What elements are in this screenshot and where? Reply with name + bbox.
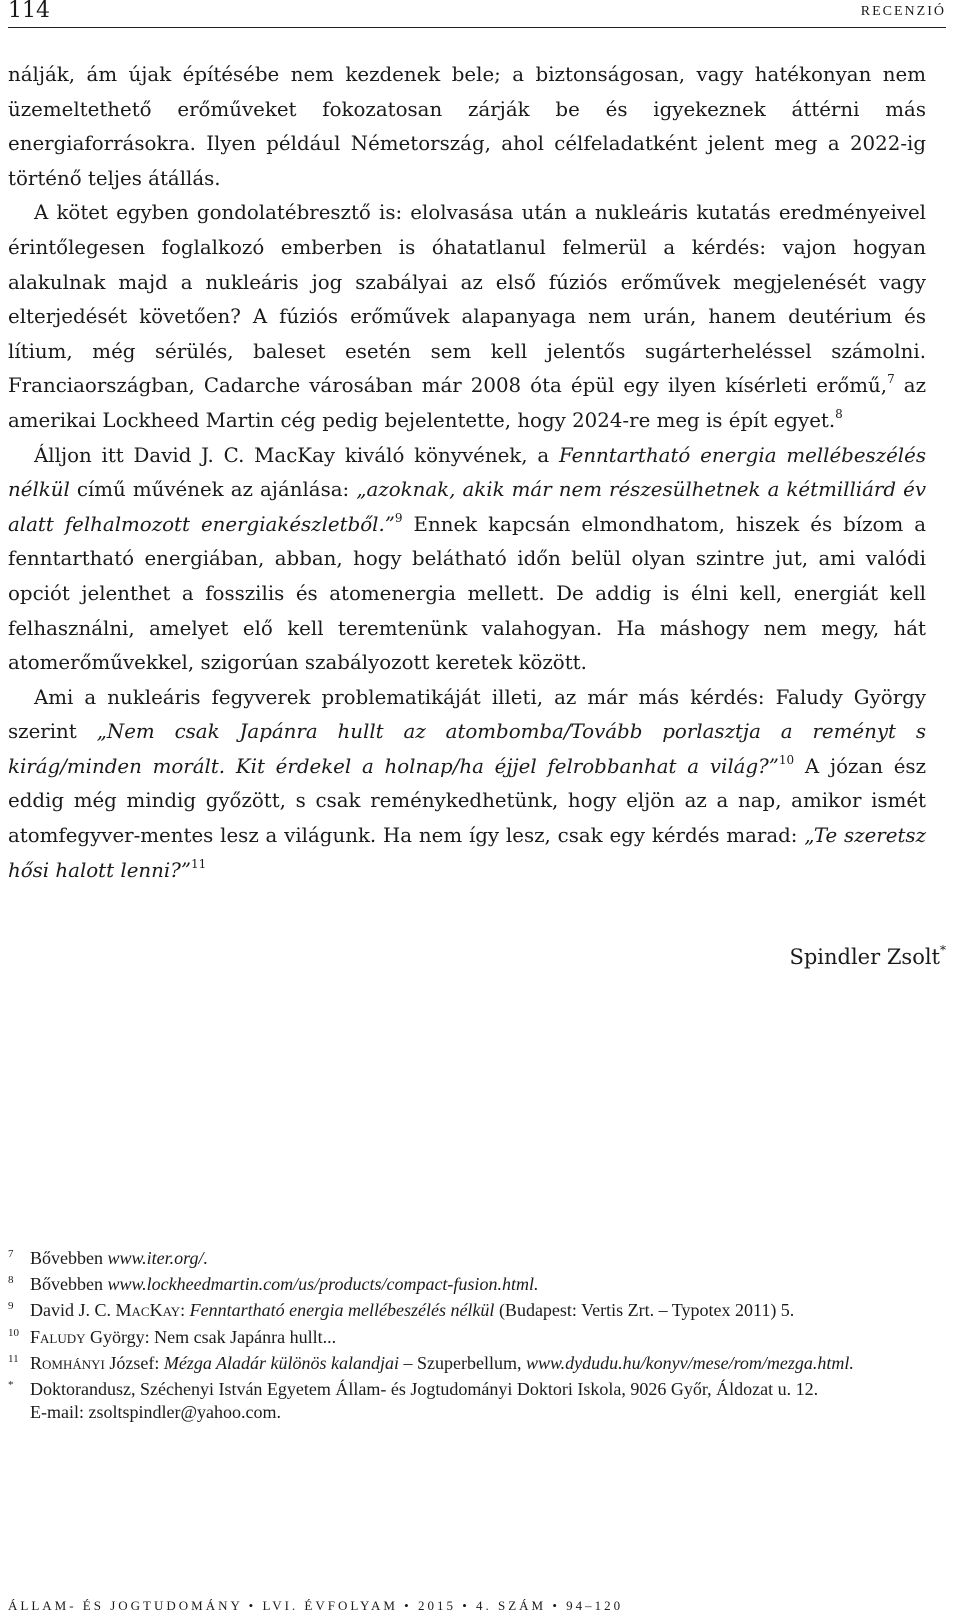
footnote-mark: * [8,1379,14,1392]
footnote-author: David J. C. [30,1300,116,1321]
footnote-text: Bővebben [30,1248,108,1268]
closing-quote: „Te szeretsz hősi halott lenni?” [8,824,926,882]
footnote-author-note [8,1378,926,1424]
paragraph-4 [8,681,926,889]
footnote-8 [8,1273,926,1296]
footnote-10 [8,1326,926,1349]
footnote-mark: 11 [8,1352,19,1365]
footnote-affiliation: Doktorandusz, Széchenyi István Egyetem Állam- és Jogtudományi Doktori Iskola, 9026 Győr, Áldozat u. 12. [30,1379,819,1400]
footnote-mark: 9 [8,1300,14,1313]
paragraph-4-text-b: A józan ész eddig még mindig győzött, s csak reménykedhetünk, hogy eljön az a nap, amikor ismét atomfegyver-mentes lesz a világunk. Ha nem így lesz, csak egy kérdés marad: [8,754,926,848]
paragraph-4-text-a: Ami a nukleáris fegyverek problematikáját illeti, az már más kérdés: Faludy György szerint [8,685,926,744]
footnote-9 [8,1299,926,1322]
footnote-7 [8,1247,926,1270]
author-footnote-mark: * [940,943,946,957]
footnote-ref-11: 11 [190,856,207,871]
paragraph-3-text-b: című művének az ajánlása: [69,478,357,502]
paragraph-3 [8,439,926,681]
footnote-title: Mézga Aladár különös kalandjai [163,1352,399,1373]
footnote-mark: 7 [8,1248,14,1260]
footnote-separator: : [180,1300,190,1321]
footnote-ref-9: 9 [394,510,403,525]
footnote-text: – Szuperbellum, [398,1352,526,1373]
paragraph-3-text-a: Álljon itt David J. C. MacKay kiváló könyvének, a [34,443,559,467]
page-number: 114 [8,0,50,23]
footnote-author-surname: Faludy [30,1326,86,1347]
footnote-text: (Budapest: Vertis Zrt. – Typotex 2011) 5. [494,1300,795,1321]
faludy-quote: „Nem csak Japánra hullt az atombomba/Tovább porlasztja a reményt s kirág/minden morált. Kit érdekel a holnap/ha éjjel felrobbanhat a világ?” [8,720,926,778]
footnotes [8,1247,926,1427]
paragraph-1: nálják, ám újak építésébe nem kezdenek bele; a biztonságosan, vagy hatékonyan nem üzemeltethető erőműveket fokozatosan zárják be és igyekeznek áttérni más energiaforrásokra. Ilyen például Németország, ahol célfeladatként jelent meg a 2022-ig történő teljes átállás. [8,63,926,190]
footnote-email[interactable]: E-mail: zsoltspindler@yahoo.com. [30,1402,282,1423]
footnote-text: József: [104,1352,164,1373]
footnote-11 [8,1352,926,1375]
running-head: RECENZIÓ [860,4,946,19]
footnote-ref-8: 8 [835,406,843,421]
footnote-author-surname: MacKay [115,1300,181,1321]
dedication-quote: „azoknak, akik már nem részesülhetnek a kétmilliárd év alatt felhalmozott energiakészletből.” [8,478,926,536]
footnote-mark: 8 [8,1274,14,1287]
footnote-link[interactable]: www.lockheedmartin.com/us/products/compact-fusion.html. [107,1274,539,1295]
paragraph-2 [8,196,926,438]
footnote-mark: 10 [8,1326,19,1339]
footnote-link[interactable]: www.iter.org/. [107,1248,209,1268]
book-title: Fenntartható energia mellébeszélés nélkül [8,443,926,502]
paragraph-2-text-a: A kötet egyben gondolatébresztő is: elolvasása után a nukleáris kutatás eredményeivel érintőlegesen foglalkozó emberben is óhatatlanul felmerül a kérdés: vajon hogyan alakulnak majd a nukleáris jog szabályai az első fúziós erőművek megjelenését vagy elterjedését követően? A fúziós erőművek alapanyaga nem urán, hanem deutérium és lítium, még sérülés, baleset esetén sem kell jelentős sugárterheléssel számolni. Franciaországban, Cadarche városában már 2008 óta épül egy ilyen kísérleti erőmű, [8,201,926,398]
author-signature [789,945,946,969]
footnote-title: Fenntartható energia mellébeszélés nélkül [189,1300,495,1321]
footnote-ref-10: 10 [778,752,795,767]
footnote-link[interactable]: www.dydudu.hu/konyv/mese/rom/mezga.html. [525,1352,854,1373]
paragraph-2-text-b: az amerikai Lockheed Martin cég pedig bejelentette, hogy 2024-re meg is épít egyet. [8,374,926,432]
footnote-text: György: Nem csak Japánra hullt... [85,1326,337,1347]
page-header [8,0,946,28]
article-body [8,58,926,888]
author-name: Spindler Zsolt [789,945,940,969]
footnote-text: Bővebben [30,1274,108,1295]
paragraph-3-text-c: Ennek kapcsán elmondhatom, hiszek és bízom a fenntartható energiában, abban, hogy belátható időn belül olyan szintre jut, ami valódi opciót jelenthet a fosszilis és atomenergia mellett. De addig is élni kell, energiát kell felhasználni, amelyet elő kell teremtenünk valahogyan. Ha máshogy nem megy, hát atomerőművekkel, szigorúan szabályozott keretek között. [8,512,927,675]
journal-footer: ÁLLAM- ÉS JOGTUDOMÁNY • LVI. ÉVFOLYAM • 2015 • 4. SZÁM • 94–120 [8,1598,624,1613]
footnote-ref-7: 7 [887,372,895,387]
footnote-author-surname: Romhányi [30,1352,105,1373]
